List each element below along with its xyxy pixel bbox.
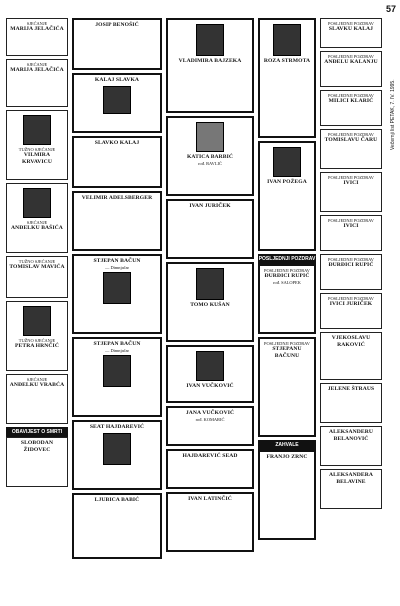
portrait-photo [23, 115, 51, 145]
notice-name: LJUBICA BABIĆ [94, 497, 140, 503]
notice-name: MILICI KLARIĆ [328, 98, 374, 104]
notice [166, 449, 254, 489]
notice [166, 492, 254, 552]
portrait-photo [23, 306, 51, 336]
notice-name: MARIJA JELAČIĆA [10, 26, 64, 32]
column-1 [6, 18, 68, 490]
notice-heading: TUŽNO SJEĆANJE [18, 147, 56, 152]
notice-heading: POSLJEDNJI POZDRAV [328, 132, 374, 137]
notice [320, 254, 382, 290]
notice [258, 264, 316, 334]
notice-name: TOMISLAVU ČARU [324, 137, 378, 143]
notice [166, 345, 254, 403]
notice-heading: POSLJEDNJI POZDRAV [264, 341, 310, 346]
notice-name: MARIJA JELAČIĆA [10, 67, 64, 73]
notice-name: HAJDAREVIĆ SEAD [182, 453, 238, 459]
notice-subtitle: — Dimnjačar [104, 264, 130, 270]
notice-subtitle: — Dimnjačar [104, 347, 130, 353]
notice-name: TOMO KUŠAN [190, 302, 230, 308]
section-badge: OBAVIJEST O SMRTI [6, 427, 68, 437]
notice-name: PETRA HRNČIĆ [15, 343, 59, 349]
portrait-photo [23, 188, 51, 218]
notice-name: IVICI [343, 180, 359, 186]
notice [320, 215, 382, 251]
notice-text-lines [9, 33, 65, 37]
notice [72, 420, 162, 490]
notice-name: VLADIMIRA BAJZEKA [178, 58, 242, 64]
notice-name: VJEKOSLAVU RAKOVIĆ [331, 335, 371, 348]
portrait-photo [103, 433, 131, 465]
notice [320, 383, 382, 423]
notice [320, 51, 382, 87]
notice-heading: SJEĆANJE [26, 21, 48, 26]
notice [6, 437, 68, 487]
notice [258, 337, 316, 437]
notice-name: STJEPAN BAČUN [93, 341, 141, 347]
notice-name: ĐURĐICI RUPIĆ [328, 262, 374, 268]
notice-name: ANĐELKU BAŠIĆA [11, 225, 63, 231]
page-number: 57 [385, 4, 396, 14]
notice-name: IVICI [343, 223, 359, 229]
notice [72, 493, 162, 559]
notice-name: SLAVKU KALAJ [328, 26, 374, 32]
notice-subtitle: rođ. RAVLIĆ [198, 160, 222, 166]
notice-heading: TUŽNO SJEĆANJE [18, 338, 56, 343]
notice-heading: SJEĆANJE [26, 62, 48, 67]
notice [6, 256, 68, 298]
portrait-photo [196, 122, 224, 152]
notice [258, 141, 316, 251]
notice-name: IVAN JURIČEK [189, 203, 231, 209]
notice [166, 116, 254, 196]
notice-heading: POSLJEDNJI POZDRAV [328, 296, 374, 301]
notice-name: JOSIP BENOŠIĆ [95, 22, 139, 28]
portrait-photo [196, 268, 224, 300]
notice [320, 293, 382, 329]
notice-name: IVAN LATINČIĆ [188, 496, 232, 502]
portrait-photo [103, 86, 131, 114]
notice [320, 129, 382, 169]
notice-subtitle: rođ. KOMARIĆ [195, 416, 225, 422]
portrait-photo [103, 355, 131, 387]
notice-heading: POSLJEDNJI POZDRAV [328, 175, 374, 180]
notice [320, 90, 382, 126]
notice [320, 172, 382, 212]
notice [72, 254, 162, 334]
portrait-photo [103, 272, 131, 304]
notice-name: FRANJO ZRNC [266, 454, 308, 460]
notice [258, 450, 316, 540]
notice [6, 374, 68, 424]
notice-name: VILMIRA KRVAVICU [22, 152, 52, 165]
notice-name: ĐURĐICI RUPIĆ [264, 273, 310, 279]
notice-name: ROZA STRMOTA [263, 58, 311, 64]
column-5 [320, 18, 382, 512]
notice [6, 18, 68, 56]
notice-text-lines [76, 29, 158, 33]
section-badge: ZAHVALE [258, 440, 316, 450]
notice [320, 18, 382, 48]
notice-name: IVICI JURIČEK [329, 301, 373, 307]
notice-name: ALEKSANDERU BELANOVIĆ [329, 429, 373, 442]
notice-name: SLOBODAN ŽIDOVEC [20, 440, 54, 453]
notice [72, 136, 162, 188]
notice [72, 73, 162, 133]
notice-heading: POSLJEDNJI POZDRAV [328, 257, 374, 262]
notice-heading: POSLJEDNJI POZDRAV [328, 218, 374, 223]
notice [166, 18, 254, 113]
notice [6, 183, 68, 253]
notice [166, 262, 254, 342]
sidebar-masthead [388, 30, 398, 150]
notice-name: ANĐELKU VRABĆA [9, 382, 65, 388]
notice-name: KATICA BARBIĆ [186, 154, 234, 160]
notice [6, 59, 68, 107]
notice-name: KALAJ SLAVKA [94, 77, 140, 83]
notice-name: STJEPAN BAČUN [93, 258, 141, 264]
notice-heading: POSLJEDNJI POZDRAV [328, 21, 374, 26]
section-badge: POSLJEDNJI POZDRAV [258, 256, 316, 262]
portrait-photo [196, 351, 224, 381]
notice [258, 18, 316, 138]
column-2 [72, 18, 162, 562]
notice-name: SLAVKO KALAJ [94, 140, 140, 146]
notice-name: ALEKSANDERA BELAVINE [329, 472, 373, 485]
portrait-photo [273, 24, 301, 56]
portrait-photo [196, 24, 224, 56]
notice-heading: POSLJEDNJI POZDRAV [328, 54, 374, 59]
sidebar-text: Večernji list PETAK, 7. IV. 1995. [390, 79, 396, 150]
notice-heading: SJEĆANJE [26, 377, 48, 382]
notice-heading: TUŽNO SJEĆANJE [18, 259, 56, 264]
notice [72, 18, 162, 70]
notice [320, 426, 382, 466]
notice-name: IVAN VUČKOVIĆ [186, 383, 234, 389]
notice-heading: POSLJEDNJI POZDRAV [264, 268, 310, 273]
notice-name: SEAT HAJDAREVIĆ [89, 424, 145, 430]
notice-name: TOMISLAV MAVIĆA [9, 264, 65, 270]
notice [6, 301, 68, 371]
notice-subtitle: rođ. SALOPEK [273, 279, 301, 285]
notice [6, 110, 68, 180]
column-3 [166, 18, 254, 555]
column-4 [258, 18, 316, 543]
notice [166, 406, 254, 446]
notice [72, 191, 162, 251]
notice-name: STJEPANU BAČUNU [272, 346, 302, 359]
notice-heading: SJEĆANJE [26, 220, 48, 225]
notice-name: ANĐELU KALANJU [324, 59, 378, 65]
notice [72, 337, 162, 417]
portrait-photo [273, 147, 301, 177]
notice [320, 469, 382, 509]
notice [166, 199, 254, 259]
notice-heading: POSLJEDNJI POZDRAV [328, 93, 374, 98]
notice [320, 332, 382, 380]
notice-name: IVAN POŽEGA [267, 179, 307, 185]
notice-name: VELIMIR ADELSBERGER [81, 195, 153, 201]
notice-name: JANA VUČKOVIĆ [185, 410, 235, 416]
notice-name: JELENE ŠTRAUS [327, 386, 375, 392]
